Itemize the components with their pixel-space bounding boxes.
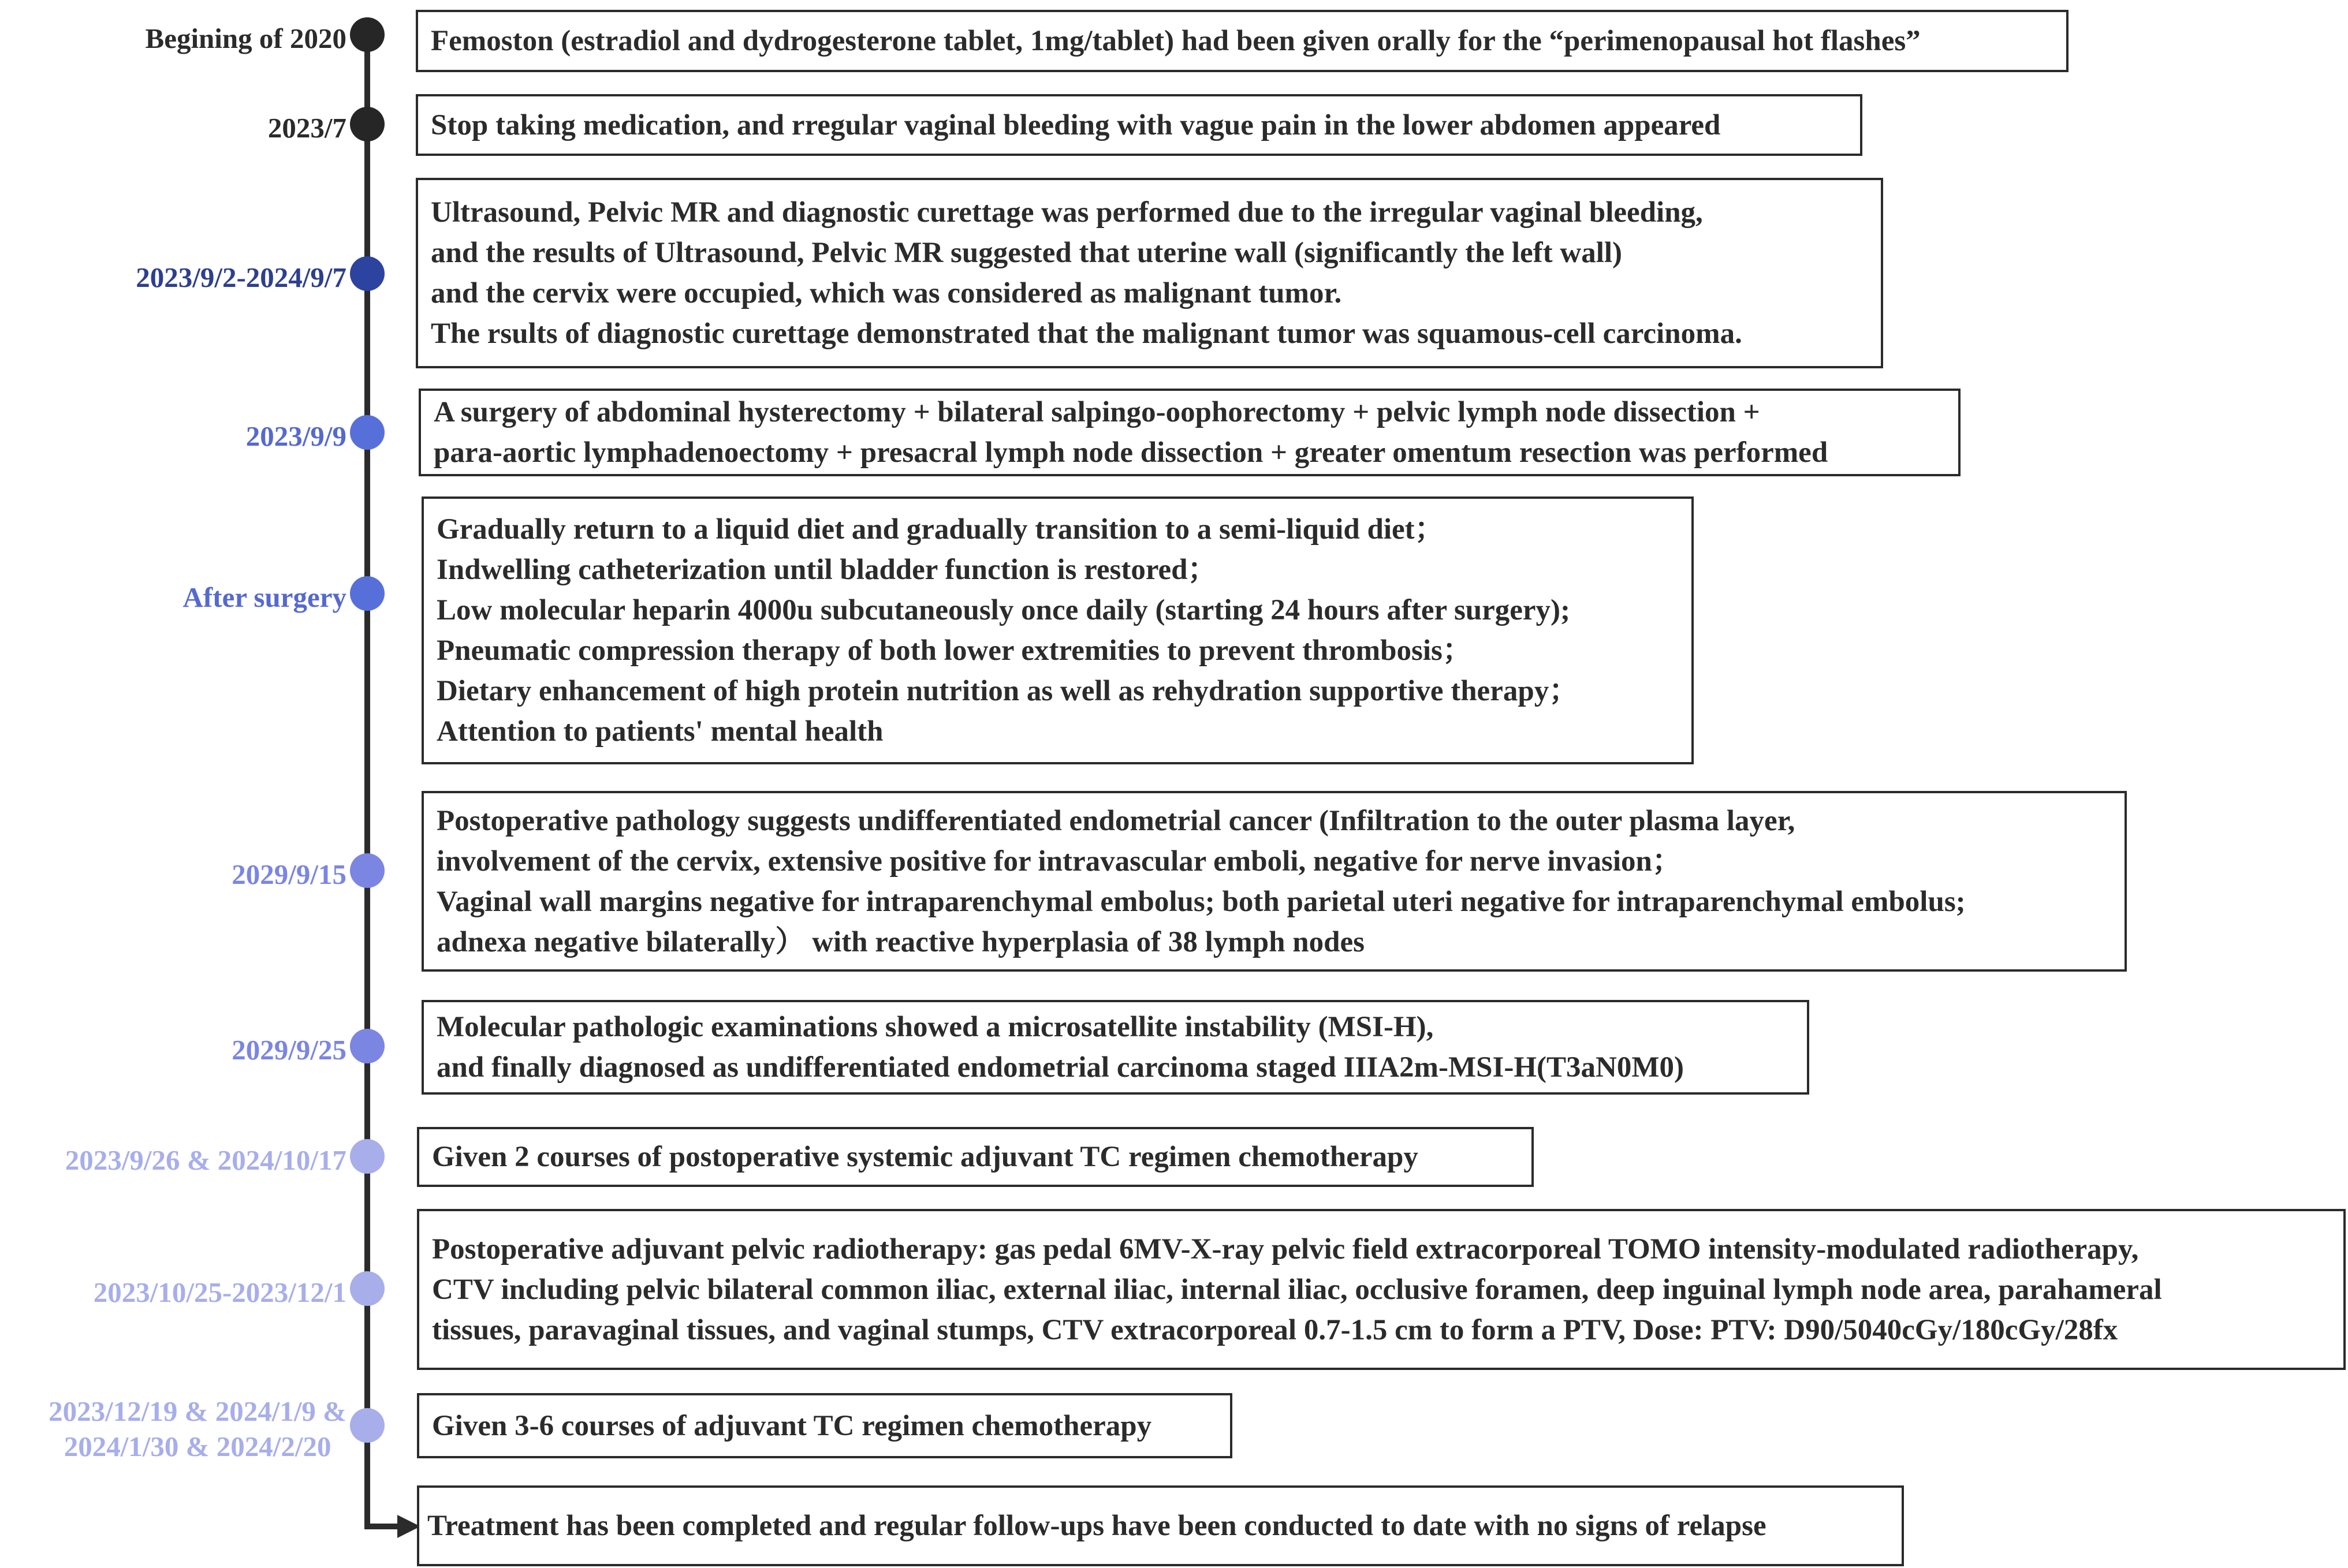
timeline-dot <box>350 415 385 450</box>
timeline-dot <box>350 256 385 291</box>
event-text-line: Dietary enhancement of high protein nutrition as well as rehydration supportive therapy； <box>437 675 1579 707</box>
event-date-label: 2023/7 <box>267 111 346 144</box>
event-box <box>416 10 2069 72</box>
event-date-label: Begining of 2020 <box>145 22 346 54</box>
event-date-label: 2023/9/9 <box>245 420 346 452</box>
event-text-line: para-aortic lymphadenoectomy + presacral lymph node dissection + greater omentum resection was performed <box>434 436 1828 469</box>
event-text-line: and the results of Ultrasound, Pelvic MR suggested that uterine wall (significantly the left wall) <box>431 237 1623 269</box>
event-text-line: Molecular pathologic examinations showed a microsatellite instability (MSI-H), <box>437 1011 1434 1043</box>
event-text-line: adnexa negative bilaterally） with reactive hyperplasia of 38 lymph nodes <box>437 925 1365 958</box>
event-text-line: involvement of the cervix, extensive positive for intravascular emboli, negative for nerve invasion； <box>437 845 1682 878</box>
event-text-line: Postoperative adjuvant pelvic radiotherapy: gas pedal 6MV-X-ray pelvic field extracorporeal TOMO intensity-modulated radiotherapy, <box>432 1233 2139 1265</box>
event-text-line: Ultrasound, Pelvic MR and diagnostic curettage was performed due to the irregular vaginal bleeding, <box>431 196 1703 229</box>
event-text-line: and the cervix were occupied, which was considered as malignant tumor. <box>431 277 1342 309</box>
event-text-line: Given 2 courses of postoperative systemic adjuvant TC regimen chemotherapy <box>432 1141 1418 1173</box>
event-date-label: After surgery <box>182 581 346 613</box>
event-text-line: The rsults of diagnostic curettage demonstrated that the malignant tumor was squamous-cell carcinoma. <box>431 318 1742 350</box>
event-box <box>419 389 1961 476</box>
event-box <box>422 791 2127 972</box>
event-date-label: 2023/10/25-2023/12/1 <box>93 1276 346 1308</box>
timeline-dot <box>350 1139 385 1174</box>
event-text-line: Low molecular heparin 4000u subcutaneously once daily (starting 24 hours after surgery); <box>437 594 1571 626</box>
event-text-line: Pneumatic compression therapy of both lower extremities to prevent thrombosis； <box>437 634 1472 667</box>
event-text-line: Attention to patients' mental health <box>437 715 884 748</box>
event-text-line: Given 3-6 courses of adjuvant TC regimen chemotherapy <box>432 1409 1152 1442</box>
event-date-label: 2023/12/19 & 2024/1/9 & 2024/1/30 & 2024/2/20 <box>49 1395 346 1462</box>
timeline-dot <box>350 1408 385 1443</box>
event-box <box>417 1393 1232 1458</box>
event-text-line: Gradually return to a liquid diet and gradually transition to a semi-liquid diet； <box>437 513 1444 546</box>
event-text-line: Vaginal wall margins negative for intraparenchymal embolus; both parietal uteri negative for intraparenchymal embolus; <box>437 885 1966 918</box>
event-box <box>416 94 1862 156</box>
event-date-label: 2023/9/26 & 2024/10/17 <box>65 1144 346 1176</box>
event-text-line: Treatment has been completed and regular follow-ups have been conducted to date with no signs of relapse <box>427 1510 1766 1542</box>
event-text-line: A surgery of abdominal hysterectomy + bilateral salpingo-oophorectomy + pelvic lymph node dissection + <box>434 396 1760 428</box>
event-text-line: and finally diagnosed as undifferentiated endometrial carcinoma staged IIIA2m-MSI-H(T3aN0M0) <box>437 1051 1684 1084</box>
event-box <box>422 1000 1809 1095</box>
timeline-end-connector <box>367 1524 398 1526</box>
event-date-label: 2029/9/25 <box>232 1033 346 1066</box>
timeline-dot <box>350 853 385 888</box>
timeline-dot <box>350 576 385 611</box>
event-text-line: Femoston (estradiol and dydrogesterone tablet, 1mg/tablet) had been given orally for the “perimenopausal hot flashes” <box>431 25 1921 57</box>
event-text-line: Indwelling catheterization until bladder function is restored； <box>437 554 1217 586</box>
event-box <box>417 1209 2346 1370</box>
final-outcome-box <box>417 1485 1904 1566</box>
timeline-dot <box>350 17 385 52</box>
event-box <box>416 178 1883 368</box>
event-date-label: 2023/9/2-2024/9/7 <box>136 261 346 293</box>
event-text-line: CTV including pelvic bilateral common iliac, external iliac, internal iliac, occlusive foramen, deep inguinal lymph node area, parahameral <box>432 1273 2162 1306</box>
timeline-dot <box>350 107 385 141</box>
event-text-line: Stop taking medication, and rregular vaginal bleeding with vague pain in the lower abdomen appeared <box>431 109 1721 141</box>
event-box <box>417 1127 1534 1187</box>
timeline-dot <box>350 1029 385 1063</box>
event-date-label: 2029/9/15 <box>232 858 346 890</box>
event-box <box>422 496 1694 764</box>
event-text-line: Postoperative pathology suggests undifferentiated endometrial cancer (Infiltration to the outer plasma layer, <box>437 804 1795 837</box>
timeline-dot <box>350 1271 385 1306</box>
event-text-line: tissues, paravaginal tissues, and vaginal stumps, CTV extracorporeal 0.7-1.5 cm to form a PTV, Dose: PTV: D90/5040cGy/180cGy/28fx <box>432 1313 2118 1346</box>
